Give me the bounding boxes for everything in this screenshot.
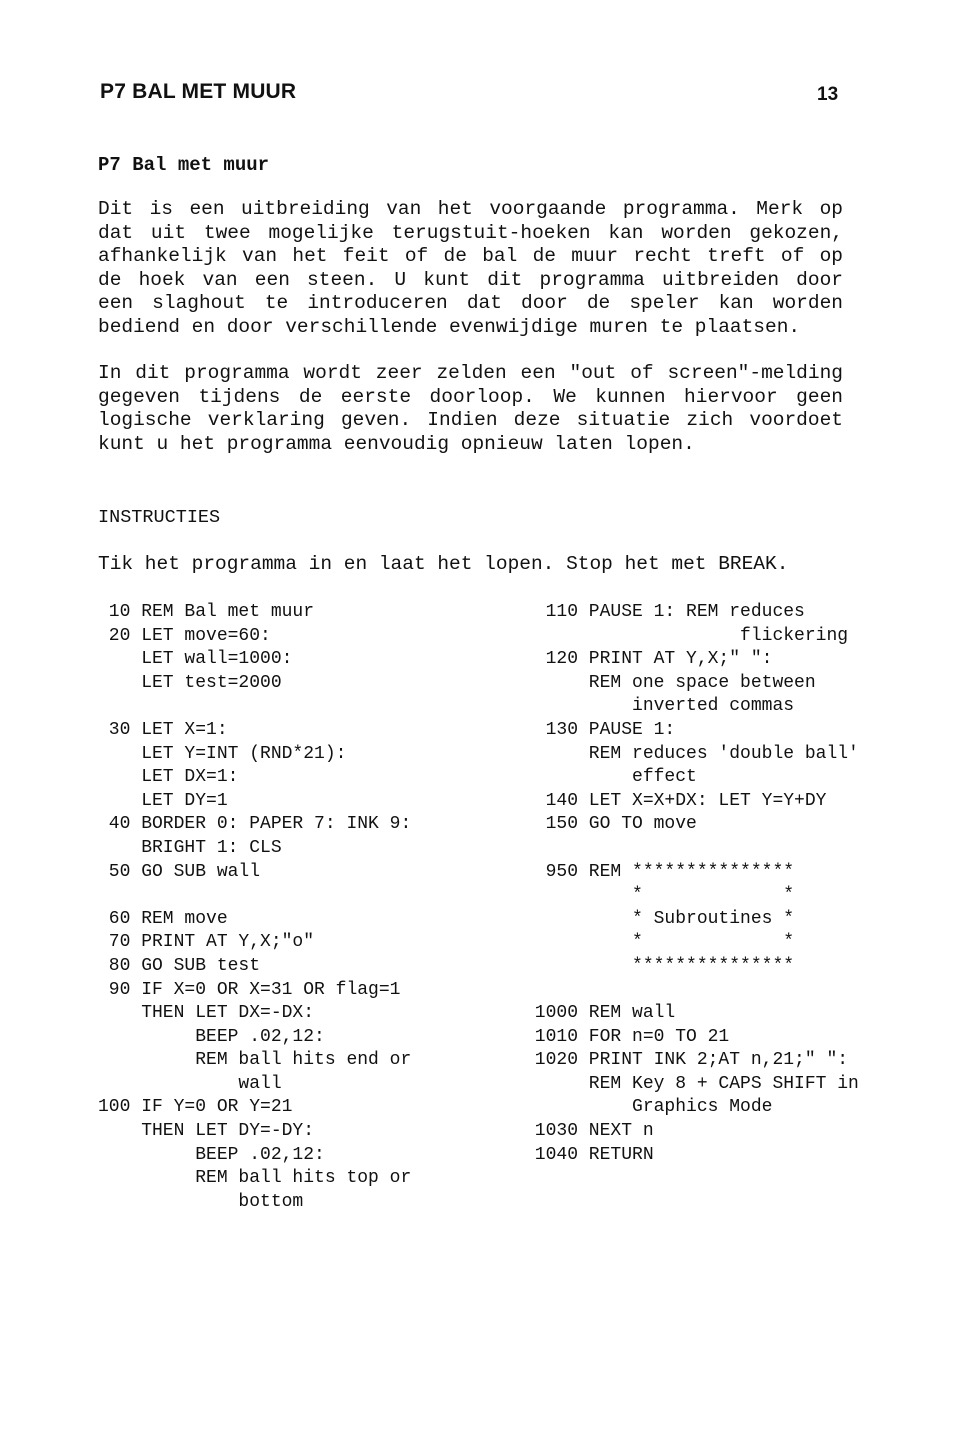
paragraph-line: logische verklaring geven. Indien deze situatie zich voordoet [98,409,843,431]
intro-paragraph-2 [98,362,843,456]
code-line: 120 PRINT AT Y,X;" ": [524,649,773,670]
code-blank-line [524,837,859,861]
code-line: BEEP .02,12: [98,1026,325,1047]
code-line: REM reduces 'double ball' [524,743,859,764]
code-blank-line [98,695,411,719]
code-line: 20 LET move=60: [98,625,271,646]
code-listing-left [98,601,411,1214]
paragraph-line: bediend en door verschillende evenwijdige muren te plaatsen. [98,315,801,338]
paragraph-line: Dit is een uitbreiding van het voorgaande programma. Merk op [98,198,843,220]
code-line: 1040 RETURN [524,1144,654,1165]
code-line: * * [524,932,795,953]
code-line: LET DX=1: [98,767,239,788]
code-line: 60 REM move [98,908,228,929]
instructions-heading: INSTRUCTIES [98,507,221,528]
intro-paragraph-1 [98,198,843,339]
code-line: Graphics Mode [524,1097,773,1118]
code-line: 140 LET X=X+DX: LET Y=Y+DY [524,790,827,811]
code-line: THEN LET DX=-DX: [98,1003,315,1024]
code-line: * Subroutines * [524,908,795,929]
code-line: 30 LET X=1: [98,719,228,740]
code-line: effect [524,767,697,788]
code-line: 50 GO SUB wall [98,861,261,882]
code-line: * * [524,885,795,906]
code-line: 90 IF X=0 OR X=31 OR flag=1 [98,979,401,1000]
paragraph-line: een slaghout te introduceren dat door de speler kan worden [98,292,843,314]
code-line: 10 REM Bal met muur [98,602,315,622]
code-line: 100 IF Y=0 OR Y=21 [98,1097,293,1118]
code-line: LET Y=INT (RND*21): [98,743,347,764]
code-line: REM one space between [524,672,816,693]
code-line: 950 REM *************** [524,861,795,882]
code-line: 1000 REM wall [524,1003,676,1024]
code-line: 110 PAUSE 1: REM reduces [524,602,805,622]
paragraph-line: In dit programma wordt zeer zelden een "out of screen"-melding [98,362,843,384]
paragraph-line: kunt u het programma eenvoudig opnieuw laten lopen. [98,432,695,455]
code-line: LET DY=1 [98,790,228,811]
page-header-title: P7 BAL MET MUUR [100,80,297,103]
code-line: REM ball hits top or [98,1168,412,1189]
code-line: 80 GO SUB test [98,955,261,976]
code-line: 1030 NEXT n [524,1121,654,1142]
paragraph-line: de hoek van een steen. U kunt dit programma uitbreiden door [98,268,843,291]
code-listing-right [524,601,859,1167]
code-blank-line [524,979,859,1003]
code-line: bottom [98,1191,304,1212]
code-line: BRIGHT 1: CLS [98,837,282,858]
paragraph-line: dat uit twee mogelijke terugstuit-hoeken kan worden gekozen, [98,221,843,244]
code-line: 70 PRINT AT Y,X;"o" [98,932,315,953]
code-line: 1010 FOR n=0 TO 21 [524,1026,730,1047]
code-line: REM Key 8 + CAPS SHIFT in [524,1073,859,1094]
code-line: 40 BORDER 0: PAPER 7: INK 9: [98,814,412,835]
code-line: REM ball hits end or [98,1050,412,1071]
code-line: THEN LET DY=-DY: [98,1121,315,1142]
code-line: 130 PAUSE 1: [524,719,676,740]
paragraph-line: gegeven tijdens de eerste doorloop. We kunnen hiervoor geen [98,385,843,408]
code-line: wall [98,1073,282,1094]
code-line: LET test=2000 [98,672,282,693]
section-title: P7 Bal met muur [98,154,270,176]
code-line: 1020 PRINT INK 2;AT n,21;" ": [524,1050,849,1071]
code-line: flickering [524,625,849,646]
code-line: inverted commas [524,696,795,717]
code-blank-line [98,884,411,908]
page-number: 13 [817,84,839,105]
paragraph-line: afhankelijk van het feit of de bal de muur recht treft of op [98,245,843,267]
instructions-text: Tik het programma in en laat het lopen. Stop het met BREAK. [98,553,789,575]
code-line: LET wall=1000: [98,649,293,670]
code-line: BEEP .02,12: [98,1144,325,1165]
code-line: *************** [524,955,795,976]
code-line: 150 GO TO move [524,814,697,835]
